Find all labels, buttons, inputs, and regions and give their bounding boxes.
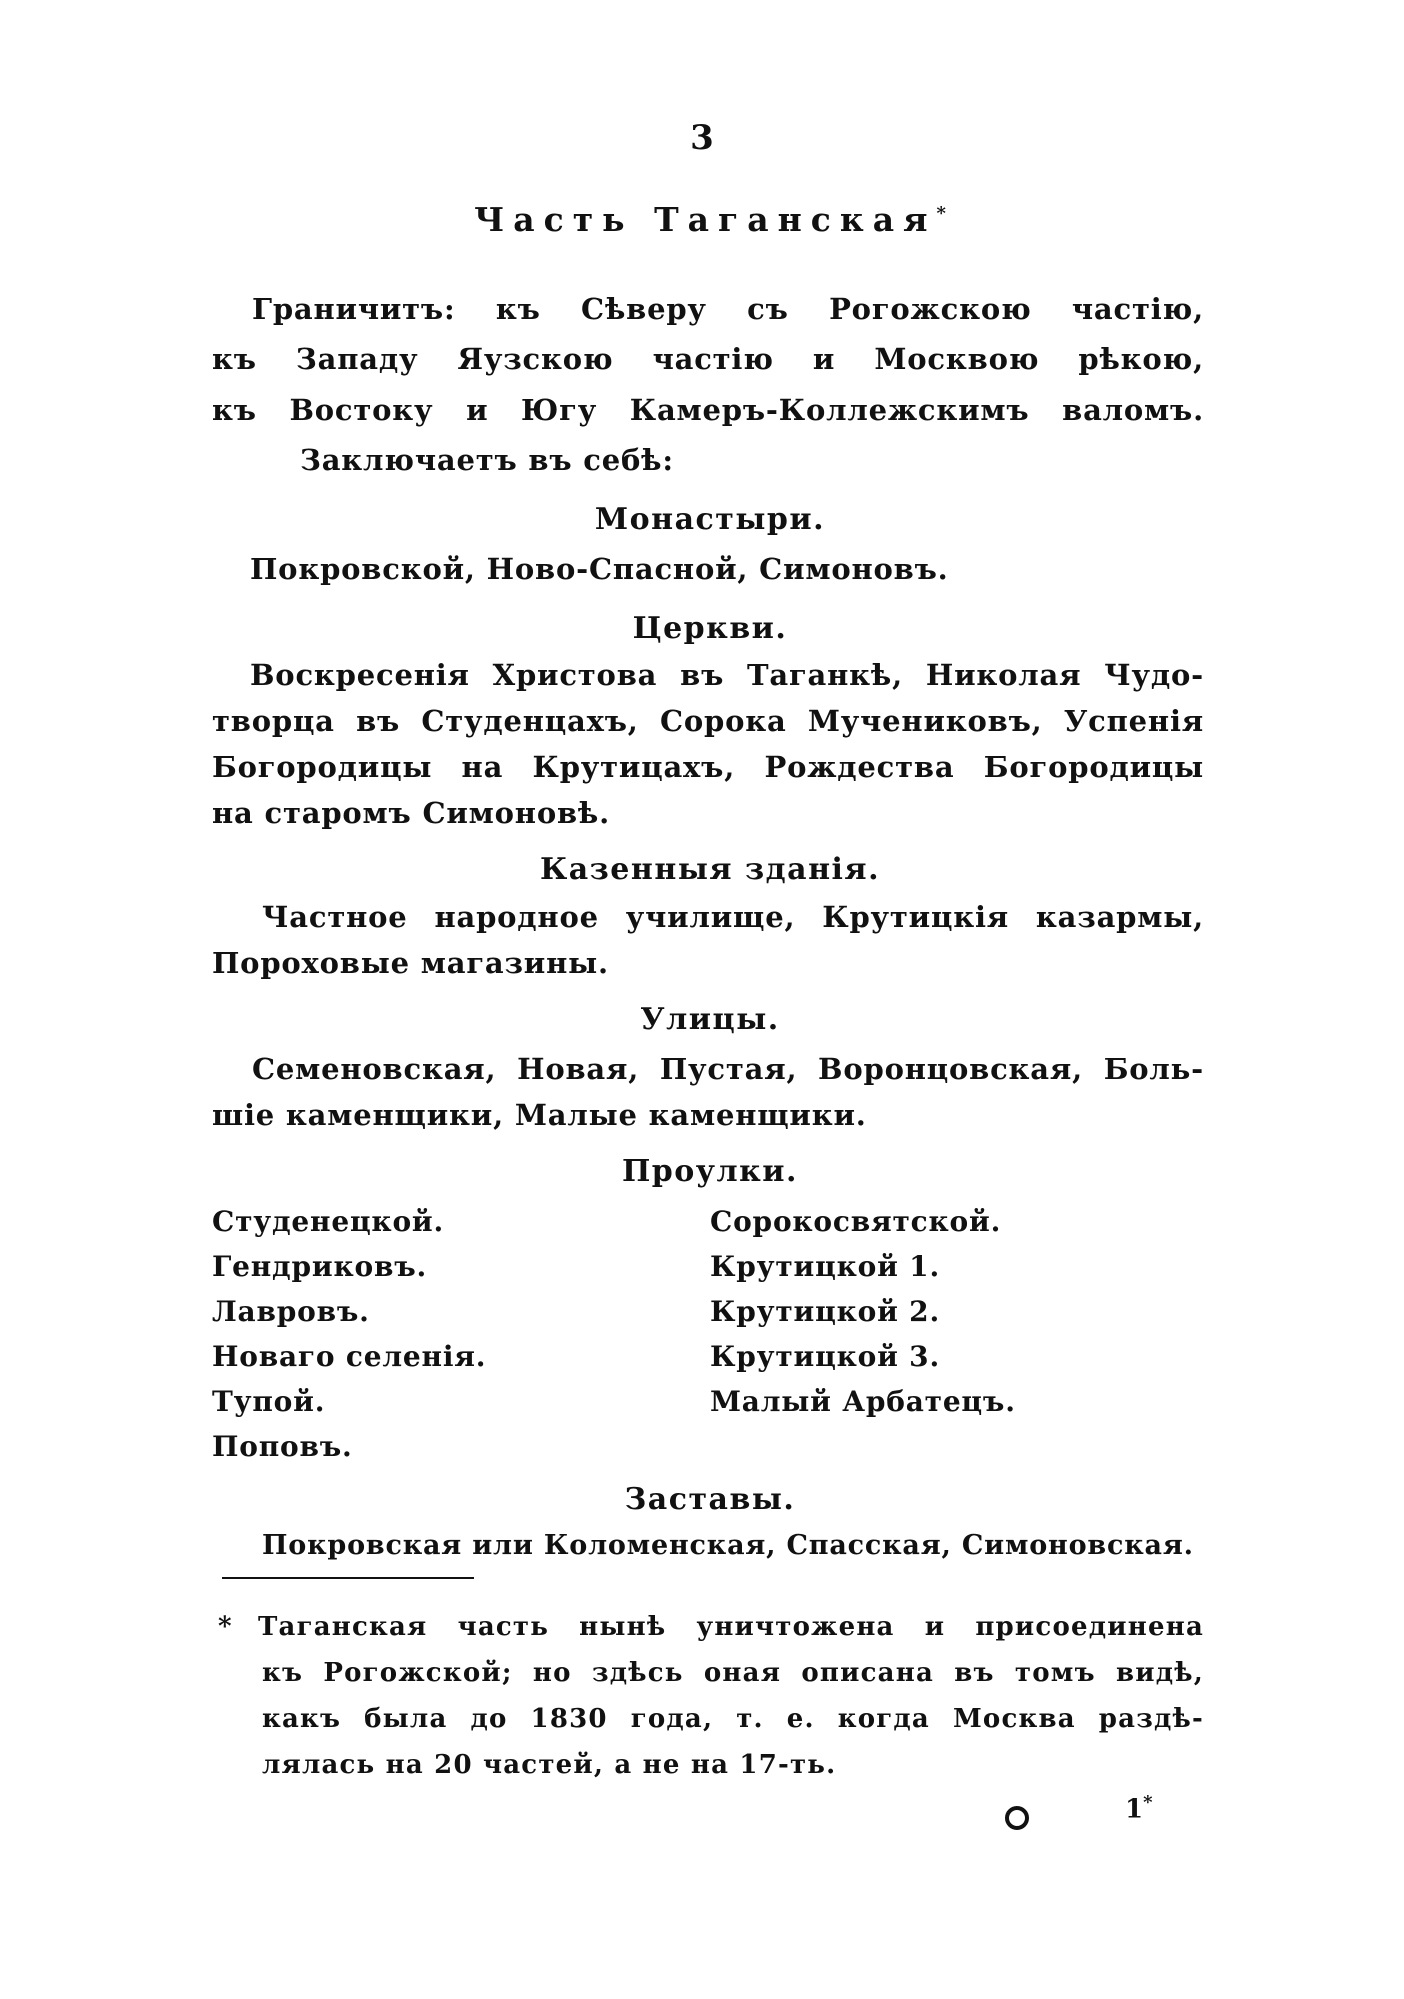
title-text: Часть Таганская (474, 200, 937, 239)
lane-left-3: Лавровъ. (212, 1295, 370, 1328)
heading-lanes: Проулки. (621, 1154, 799, 1189)
footnote-line-2: къ Рогожской; но здѣсь оная описана въ томъ видѣ, (262, 1658, 1204, 1688)
footnote-divider (222, 1577, 474, 1579)
signature-asterisk: * (1143, 1792, 1153, 1813)
signature-number: 1 (1125, 1794, 1144, 1825)
state-buildings-line-2: Пороховые магазины. (212, 946, 609, 980)
footnote-line-4: лялась на 20 частей, а не на 17-ть. (262, 1750, 837, 1780)
lane-left-1: Студенецкой. (212, 1205, 445, 1238)
churches-line-3: Богородицы на Крутицахъ, Рождества Богородицы (212, 750, 1204, 784)
heading-monasteries: Монастыри. (594, 502, 826, 537)
lane-left-2: Гендриковъ. (212, 1250, 428, 1283)
lane-right-5: Малый Арбатецъ. (710, 1385, 1016, 1418)
heading-churches: Церкви. (632, 611, 788, 646)
page-title (300, 200, 1120, 239)
state-buildings-line-1: Частное народное училище, Крутицкія казармы, (262, 900, 1204, 934)
lane-right-2: Крутицкой 1. (710, 1250, 941, 1283)
intro-line-2: къ Западу Яузскою частію и Москвою рѣкою, (212, 342, 1204, 376)
lane-right-1: Сорокосвятской. (710, 1205, 1002, 1238)
lane-left-5: Тупой. (212, 1385, 326, 1418)
intro-line-1: Граничитъ: къ Сѣверу съ Рогожскою частію, (252, 292, 1204, 326)
printers-circle-mark (1005, 1806, 1029, 1830)
intro-line-4: Заключаетъ въ себѣ: (300, 443, 674, 477)
title-footnote-mark: * (936, 203, 946, 224)
churches-line-1: Воскресенія Христова въ Таганкѣ, Николая Чудо- (250, 658, 1204, 692)
heading-streets: Улицы. (640, 1002, 780, 1037)
heading-state-buildings: Казенныя зданія. (539, 852, 881, 887)
gates-line-1: Покровская или Коломенская, Спасская, Симоновская. (262, 1530, 1194, 1561)
footnote-line-3: какъ была до 1830 года, т. е. когда Москва раздѣ- (262, 1704, 1204, 1734)
lane-left-6: Поповъ. (212, 1430, 353, 1463)
lane-left-4: Новаго селенія. (212, 1340, 487, 1373)
intro-line-3: къ Востоку и Югу Камеръ-Коллежскимъ валомъ. (212, 393, 1204, 427)
lane-right-3: Крутицкой 2. (710, 1295, 941, 1328)
footnote-mark: * (218, 1612, 233, 1642)
signature-mark (1125, 1792, 1153, 1825)
streets-line-1: Семеновская, Новая, Пустая, Воронцовская, Боль- (252, 1052, 1204, 1086)
lane-right-4: Крутицкой 3. (710, 1340, 941, 1373)
churches-line-2: творца въ Студенцахъ, Сорока Мучениковъ, Успенія (212, 704, 1204, 738)
page-number: 3 (690, 118, 714, 158)
footnote-line-1: Таганская часть нынѣ уничтожена и присоединена (258, 1612, 1204, 1642)
streets-line-2: шіе каменщики, Малые каменщики. (212, 1098, 867, 1132)
heading-gates: Заставы. (624, 1482, 796, 1517)
churches-line-4: на старомъ Симоновѣ. (212, 796, 611, 830)
monasteries-line-1: Покровской, Ново-Спасной, Симоновъ. (250, 552, 949, 586)
